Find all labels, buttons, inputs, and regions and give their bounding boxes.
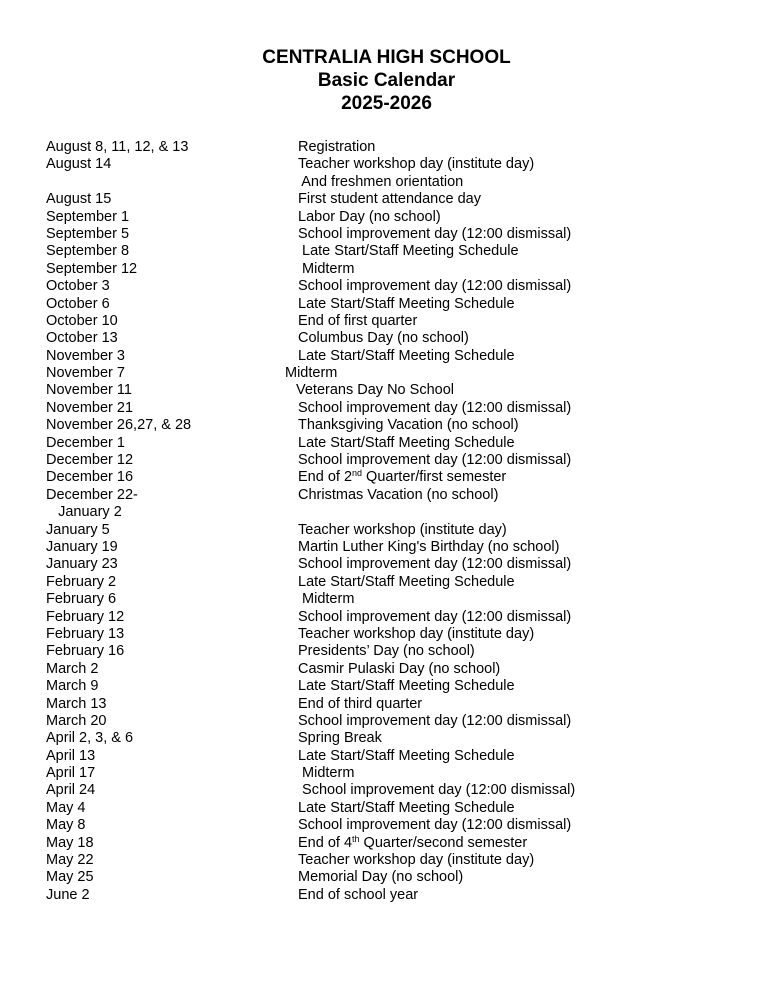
event-date: January 19 <box>46 538 118 555</box>
calendar-row <box>0 452 773 469</box>
event-date: August 15 <box>46 191 112 208</box>
event-date: November 7 <box>46 365 125 382</box>
event-description: School improvement day (12:00 dismissal) <box>298 608 572 625</box>
calendar-row <box>0 696 773 713</box>
event-description: Columbus Day (no school) <box>298 330 469 347</box>
event-date: March 9 <box>46 678 99 695</box>
event-description: Late Start/Staff Meeting Schedule <box>298 799 515 816</box>
calendar-row <box>0 869 773 886</box>
event-description: Labor Day (no school) <box>298 208 441 225</box>
calendar-row <box>0 139 773 156</box>
event-description: Late Start/Staff Meeting Schedule <box>298 678 515 695</box>
calendar-title: Basic Calendar <box>317 70 456 91</box>
event-date: December 16 <box>46 469 134 486</box>
event-description: Midterm <box>298 765 355 782</box>
event-date: December 12 <box>46 452 134 469</box>
calendar-row <box>0 591 773 608</box>
event-text: End of 2 <box>298 469 353 486</box>
event-description: End of school year <box>298 886 419 903</box>
calendar-row <box>0 156 773 173</box>
event-description: First student attendance day <box>298 191 481 208</box>
calendar-row <box>0 887 773 904</box>
event-date: December 1 <box>46 434 125 451</box>
event-date: October 10 <box>46 312 118 329</box>
event-date: March 20 <box>46 712 107 729</box>
calendar-row <box>0 504 773 521</box>
event-description: School improvement day (12:00 dismissal) <box>298 452 572 469</box>
event-date: November 21 <box>46 399 134 416</box>
event-description: Memorial Day (no school) <box>298 869 464 886</box>
event-description: Midterm <box>298 260 355 277</box>
event-text: End of 4 <box>298 834 353 851</box>
event-date: February 13 <box>46 625 125 642</box>
event-date: October 3 <box>46 278 110 295</box>
calendar-row <box>0 782 773 799</box>
calendar-list <box>0 139 773 904</box>
event-description: School improvement day (12:00 dismissal) <box>298 817 572 834</box>
calendar-row <box>0 487 773 504</box>
event-description: Teacher workshop day (institute day) <box>298 156 535 173</box>
calendar-row <box>0 400 773 417</box>
calendar-row <box>0 800 773 817</box>
event-description: End of third quarter <box>298 695 423 712</box>
event-date: March 13 <box>46 695 107 712</box>
event-date: August 14 <box>46 156 112 173</box>
calendar-header <box>0 46 773 115</box>
event-date: June 2 <box>46 886 90 903</box>
event-date: September 12 <box>46 260 138 277</box>
event-date: August 8, 11, 12, & 13 <box>46 139 189 155</box>
event-description <box>298 835 527 852</box>
event-date: December 22- <box>46 486 138 503</box>
calendar-row <box>0 382 773 399</box>
event-description: School improvement day (12:00 dismissal) <box>298 556 572 573</box>
event-text: Quarter/first semester <box>362 469 507 486</box>
event-description: And freshmen orientation <box>298 173 464 190</box>
school-year: 2025-2026 <box>341 93 432 114</box>
event-description: School improvement day (12:00 dismissal) <box>298 712 572 729</box>
event-date: October 13 <box>46 330 118 347</box>
calendar-row <box>0 261 773 278</box>
event-date: November 26,27, & 28 <box>46 417 192 434</box>
event-description: Registration <box>298 139 376 155</box>
calendar-row <box>0 556 773 573</box>
calendar-row <box>0 539 773 556</box>
event-description: End of first quarter <box>298 312 418 329</box>
event-description: Late Start/Staff Meeting Schedule <box>298 243 519 260</box>
event-description: Spring Break <box>298 730 382 747</box>
calendar-row <box>0 678 773 695</box>
event-description: Casmir Pulaski Day (no school) <box>298 660 501 677</box>
calendar-row <box>0 835 773 852</box>
event-date: March 2 <box>46 660 99 677</box>
event-date: April 13 <box>46 747 96 764</box>
calendar-row <box>0 174 773 191</box>
event-date: January 23 <box>46 556 118 573</box>
event-date: May 25 <box>46 869 94 886</box>
event-description <box>298 469 506 486</box>
calendar-row <box>0 609 773 626</box>
school-name: CENTRALIA HIGH SCHOOL <box>262 47 511 68</box>
calendar-row <box>0 348 773 365</box>
calendar-row <box>0 417 773 434</box>
event-description: Late Start/Staff Meeting Schedule <box>298 747 515 764</box>
ordinal-suffix: nd <box>352 468 363 479</box>
ordinal-suffix: th <box>352 833 360 844</box>
calendar-row <box>0 661 773 678</box>
event-description: Midterm <box>285 365 338 382</box>
calendar-row <box>0 278 773 295</box>
calendar-row <box>0 748 773 765</box>
calendar-row <box>0 243 773 260</box>
event-date: May 18 <box>46 834 94 851</box>
calendar-row <box>0 209 773 226</box>
calendar-row <box>0 817 773 834</box>
event-date: February 6 <box>46 591 117 608</box>
calendar-row <box>0 574 773 591</box>
calendar-row <box>0 730 773 747</box>
event-description: Martin Luther King's Birthday (no school) <box>298 538 560 555</box>
event-date: April 2, 3, & 6 <box>46 730 134 747</box>
event-date: September 5 <box>46 225 130 242</box>
event-date: September 8 <box>46 243 130 260</box>
calendar-row <box>0 313 773 330</box>
event-description: Teacher workshop (institute day) <box>298 521 507 538</box>
calendar-row <box>0 469 773 486</box>
event-date: November 11 <box>46 382 132 399</box>
event-description: Teacher workshop day (institute day) <box>298 625 535 642</box>
event-description: Midterm <box>298 591 355 608</box>
event-date: April 17 <box>46 765 96 782</box>
calendar-row <box>0 852 773 869</box>
calendar-row <box>0 226 773 243</box>
calendar-row <box>0 643 773 660</box>
event-date: November 3 <box>46 347 125 364</box>
event-description: School improvement day (12:00 dismissal) <box>298 399 572 416</box>
event-description: Late Start/Staff Meeting Schedule <box>298 434 515 451</box>
event-date: October 6 <box>46 295 110 312</box>
calendar-row <box>0 626 773 643</box>
event-date: May 22 <box>46 852 94 869</box>
event-date: January 5 <box>46 521 110 538</box>
event-description: Thanksgiving Vacation (no school) <box>298 417 519 434</box>
event-description: Teacher workshop day (institute day) <box>298 852 535 869</box>
event-description: Veterans Day No School <box>296 382 454 399</box>
calendar-row <box>0 191 773 208</box>
event-description: Christmas Vacation (no school) <box>298 486 499 503</box>
calendar-row <box>0 296 773 313</box>
calendar-row <box>0 365 773 382</box>
event-date: May 4 <box>46 799 86 816</box>
event-date: April 24 <box>46 782 96 799</box>
event-description: School improvement day (12:00 dismissal) <box>298 782 576 799</box>
event-date: February 2 <box>46 573 117 590</box>
event-description: School improvement day (12:00 dismissal) <box>298 278 572 295</box>
calendar-row <box>0 522 773 539</box>
event-date: February 12 <box>46 608 125 625</box>
calendar-row <box>0 330 773 347</box>
event-date: May 8 <box>46 817 86 834</box>
event-description: Presidents’ Day (no school) <box>298 643 475 660</box>
event-text: Quarter/second semester <box>359 834 528 851</box>
event-description: Late Start/Staff Meeting Schedule <box>298 573 515 590</box>
calendar-row <box>0 435 773 452</box>
calendar-row <box>0 713 773 730</box>
event-description: School improvement day (12:00 dismissal) <box>298 225 572 242</box>
event-date: February 16 <box>46 643 125 660</box>
event-description: Late Start/Staff Meeting Schedule <box>298 295 515 312</box>
calendar-row <box>0 765 773 782</box>
event-date: September 1 <box>46 208 130 225</box>
event-date: January 2 <box>46 504 122 521</box>
event-description: Late Start/Staff Meeting Schedule <box>298 347 515 364</box>
